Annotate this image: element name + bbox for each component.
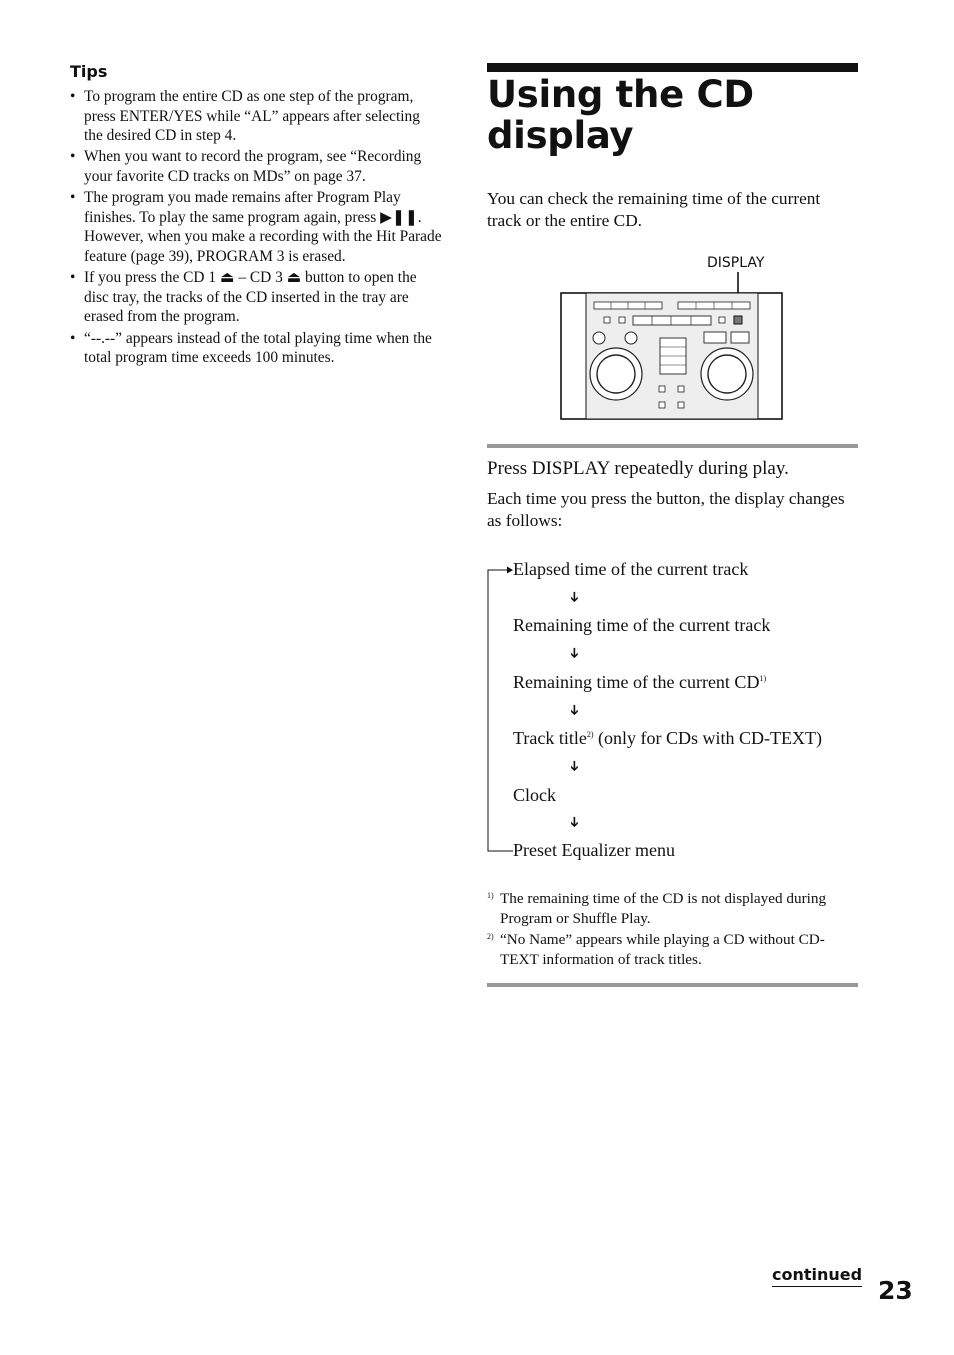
tips-list	[70, 87, 442, 369]
sequence-item: Clock	[513, 785, 556, 805]
footnote: 1) The remaining time of the CD is not displayed during Program or Shuffle Play.	[487, 890, 827, 927]
tip-item: • If you press the CD 1 ⏏ – CD 3 ⏏ button to open the disc tray, the tracks of the CD inserted in the tray are erased from the program.	[70, 269, 417, 326]
title-rule	[487, 63, 858, 72]
page-number: 23	[878, 1276, 913, 1305]
section-divider	[487, 444, 858, 448]
bullet-icon: •	[70, 88, 76, 105]
loop-arrow	[487, 563, 515, 858]
intro-text: You can check the remaining time of the current track or the entire CD.	[487, 189, 821, 230]
arrow-down-icon: ➔	[565, 816, 581, 828]
tip-item: • “--.--” appears instead of the total playing time when the total program time exceeds 100 minutes.	[70, 329, 432, 367]
sequence-item: Track title$^{2)}$ (only for CDs with CD-TEXT)	[513, 728, 822, 748]
tips-heading: Tips	[70, 62, 108, 81]
bullet-icon: •	[70, 189, 76, 207]
step-text: Each time you press the button, the display changes as follows:	[487, 489, 845, 530]
tip-item: • To program the entire CD as one step of the program, press ENTER/YES while “AL” appears after selecting the desired CD in step 4.	[70, 88, 420, 145]
device-diagram	[556, 250, 788, 425]
device-body	[561, 293, 782, 419]
arrow-down-icon: ➔	[565, 647, 581, 659]
arrow-down-icon: ➔	[565, 760, 581, 772]
display-label: DISPLAY	[707, 255, 765, 271]
step-heading: Press DISPLAY repeatedly during play.	[487, 458, 789, 479]
tip-item: • The program you made remains after Program Play finishes. To play the same program again, press ▶❚❚. However, when you make a recording with the Hit Parade feature (page 39), PROGRAM 3 is erased.	[70, 189, 442, 265]
page-title: Using the CD display	[487, 73, 754, 157]
continued-label: continued	[772, 1265, 862, 1287]
arrow-down-icon: ➔	[565, 704, 581, 716]
sequence-item: Remaining time of the current track	[513, 615, 771, 635]
footnote-ref: 2)	[586, 730, 594, 739]
footnote-ref: 1)	[759, 674, 767, 683]
tip-item: • When you want to record the program, see “Recording your favorite CD tracks on MDs” on page 37.	[70, 148, 422, 185]
bullet-icon: •	[70, 148, 76, 166]
arrow-down-icon: ➔	[565, 591, 581, 603]
footnote: 2) “No Name” appears while playing a CD without CD-TEXT information of track titles.	[487, 931, 825, 968]
section-divider	[487, 983, 858, 987]
bullet-icon: •	[70, 329, 76, 347]
sequence-item: Preset Equalizer menu	[513, 840, 675, 860]
sequence-item: Remaining time of the current CD$^{1)}$	[513, 672, 767, 692]
sequence-item: Elapsed time of the current track	[513, 559, 749, 579]
bullet-icon: •	[70, 269, 76, 287]
